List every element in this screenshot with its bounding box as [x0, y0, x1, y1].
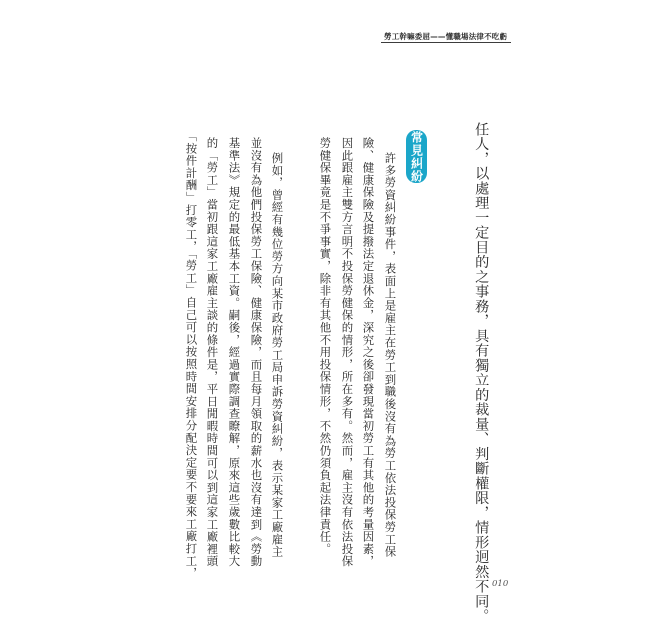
paragraph2-line: 並沒有為他們投保勞工保險、健康保險，而且每月領取的薪水也沒有達到《勞動 [249, 137, 264, 568]
paragraph1-line: 險、健康保險及提撥法定退休金，深究之後卻發現當初勞工有其他的考量因素， [361, 137, 376, 568]
paragraph1-line: 勞健保畢竟是不爭事實，除非有其他不用投保情形，不然仍須負起法律責任。 [318, 137, 333, 556]
section-badge [406, 130, 427, 183]
section-badge-label: 常見糾紛 [409, 130, 424, 183]
paragraph2-line: 基準法》規定的最低基本工資。嗣後，經過實際調查瞭解，原來這些歲數比較大 [227, 137, 242, 568]
paragraph2-line: 「按件計酬」打零工，「勞工」自己可以按照時間安排分配決定要不要來工廠打工， [184, 130, 199, 580]
paragraph1-line: 因此跟雇主雙方言明不投保勞健保的情形，所在多有。然而，雇主沒有依法投保 [340, 137, 355, 568]
intro-line: 任人，以處理一定目的之事務，具有獨立的裁量、判斷權限，情形迥然不同。 [473, 122, 490, 624]
page-number: 010 [492, 579, 509, 589]
paragraph1-line: 許多勞資糾紛事件，表面上是雇主在勞工到職後沒有為勞工依法投保勞工保 [383, 152, 398, 558]
running-header-title: 勞工幹嘛委屈——懂職場法律不吃虧 [384, 32, 508, 41]
paragraph2-line: 的「勞工」當初跟這家工廠雇主談的條件是，平日閒暇時間可以到這家工廠裡頭 [205, 137, 220, 568]
paragraph2-line: 例如，曾經有幾位勞方向某市政府勞工局申訴勞資糾紛，表示某家工廠雇主 [270, 152, 285, 558]
